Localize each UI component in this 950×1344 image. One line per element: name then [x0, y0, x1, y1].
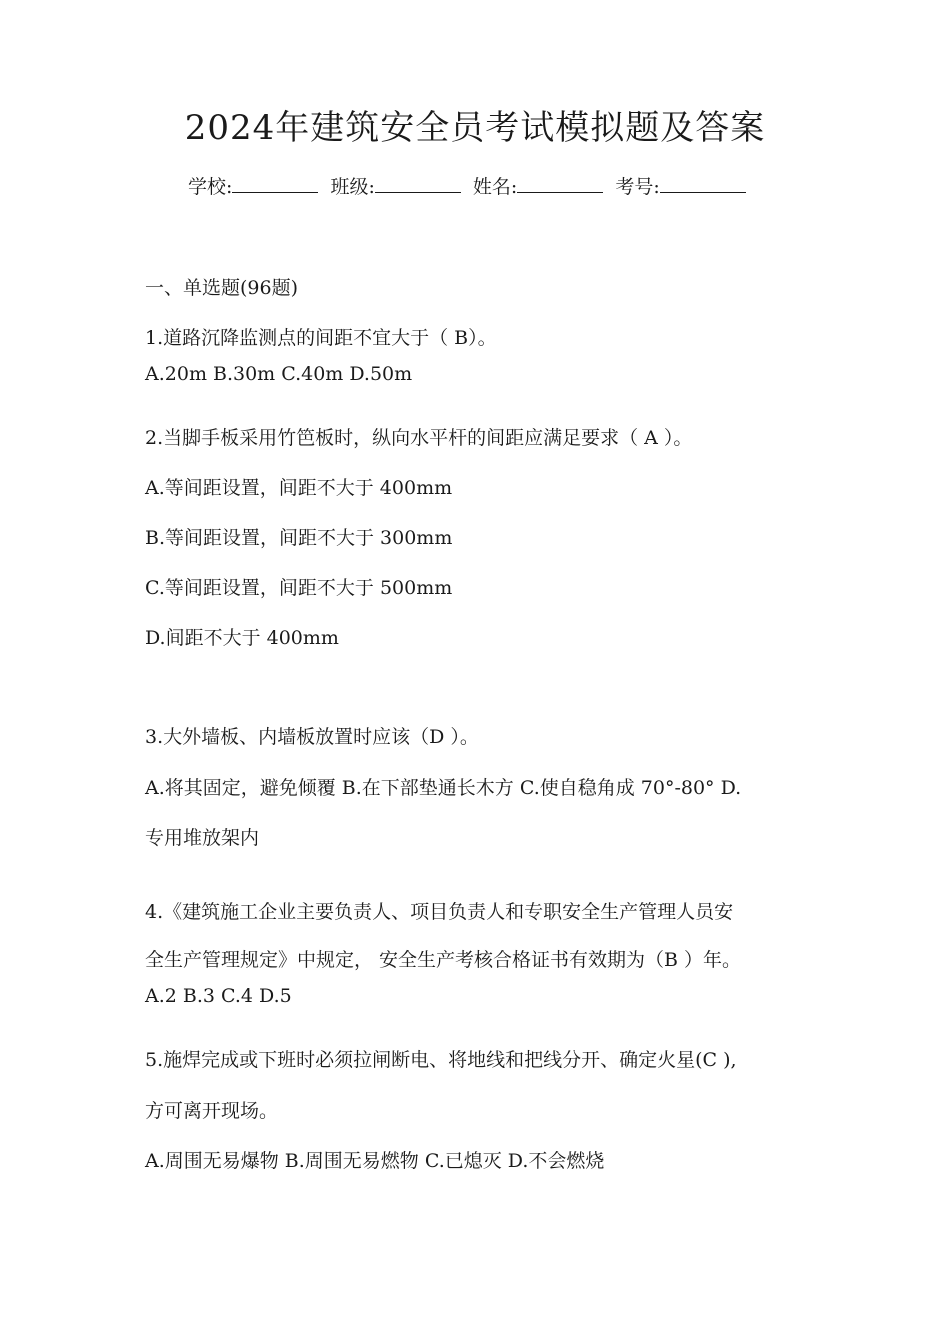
q3-question: 3.大外墙板、内墙板放置时应该（D ）。 [145, 726, 479, 748]
school-blank [232, 178, 318, 193]
q2-option-a: A.等间距设置，间距不大于 400mm [145, 477, 453, 499]
q2-option-c: C.等间距设置，间距不大于 500mm [145, 577, 453, 599]
name-label: 姓名: [472, 176, 518, 198]
q1-question: 1.道路沉降监测点的间距不宜大于（ B）。 [145, 327, 497, 349]
q4-options: A.2 B.3 C.4 D.5 [145, 985, 292, 1007]
q5-options: A.周围无易爆物 B.周围无易燃物 C.已熄灭 D.不会燃烧 [145, 1150, 605, 1172]
q5-question-line1: 5.施焊完成或下班时必须拉闸断电、将地线和把线分开、确定火星(C ), [145, 1049, 737, 1071]
student-info-line [188, 172, 752, 199]
q2-option-b: B.等间距设置，间距不大于 300mm [145, 527, 453, 549]
q4-question-line2: 全生产管理规定》中规定， 安全生产考核合格证书有效期为（B ）年。 [145, 949, 742, 971]
class-blank [375, 178, 461, 193]
q2-option-d: D.间距不大于 400mm [145, 627, 339, 649]
q5-question-line2: 方可离开现场。 [145, 1100, 279, 1122]
q2-question: 2.当脚手板采用竹笆板时，纵向水平杆的间距应满足要求（ A ）。 [145, 427, 693, 449]
section-heading: 一、单选题(96题) [145, 277, 299, 299]
exam-no-label: 考号: [615, 176, 660, 198]
q3-options-line1: A.将其固定，避免倾覆 B.在下部垫通长木方 C.使自稳角成 70°-80° D. [145, 777, 742, 799]
class-label: 班级: [330, 176, 375, 198]
q4-question-line1: 4.《建筑施工企业主要负责人、项目负责人和专职安全生产管理人员安 [145, 901, 734, 923]
name-blank [517, 178, 603, 193]
page-title: 2024年建筑安全员考试模拟题及答案 [184, 108, 766, 148]
q1-options: A.20m B.30m C.40m D.50m [145, 363, 413, 385]
school-label: 学校: [188, 176, 233, 198]
q3-options-line2: 专用堆放架内 [145, 827, 260, 849]
exam-no-blank [660, 178, 746, 193]
